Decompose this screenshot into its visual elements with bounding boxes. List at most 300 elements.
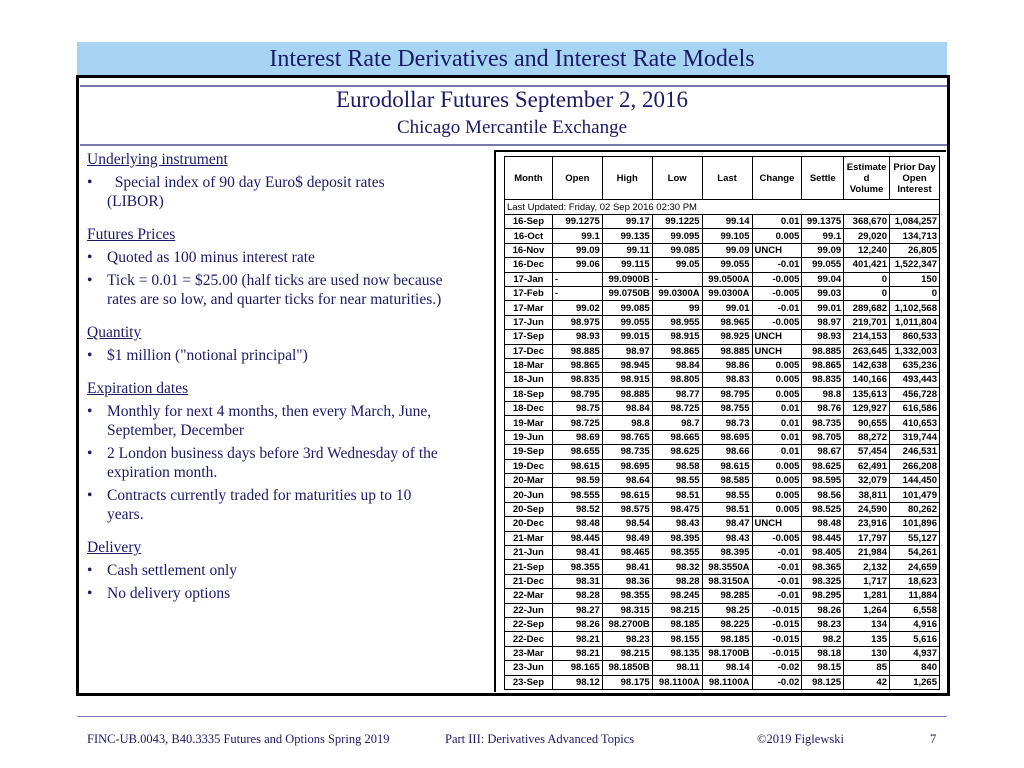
table-cell: 98.28 [552,589,602,603]
table-cell: 98.285 [702,589,752,603]
table-cell: -0.005 [752,315,802,329]
table-cell: 99.17 [602,215,652,229]
table-cell: 0.005 [752,229,802,243]
table-cell: 98.64 [602,474,652,488]
table-cell: 98.325 [802,574,844,588]
table-cell: 98.48 [802,517,844,531]
table-cell: -0.005 [752,531,802,545]
table-cell: 99.09 [702,243,752,257]
table-cell: 98.665 [652,430,702,444]
table-cell: -0.02 [752,661,802,675]
table-cell: 98.585 [702,474,752,488]
table-cell: 99.085 [652,243,702,257]
table-cell: 98.1100A [702,675,752,689]
table-cell: 98.965 [702,315,752,329]
table-cell: 368,670 [844,215,890,229]
table-header-row [505,157,940,200]
table-row [505,560,940,574]
table-cell: 410,653 [890,416,940,430]
table-cell: 98.48 [552,517,602,531]
table-cell: 17-Feb [505,286,553,300]
table-cell: 98.575 [602,502,652,516]
last-updated-row [505,200,940,215]
bullet-item: • Tick = 0.01 = $25.00 (half ticks are used now because rates are so low, and quarter ticks for near maturities.) [87,271,487,309]
table-cell: 98.725 [552,416,602,430]
table-row [505,243,940,257]
table-cell: 98.695 [602,459,652,473]
table-cell: 2,132 [844,560,890,574]
footer-page-number: 7 [930,732,937,746]
table-cell: 0.01 [752,430,802,444]
table-cell: 130 [844,646,890,660]
table-row [505,229,940,243]
table-cell: 17-Sep [505,330,553,344]
table-cell: 98.835 [552,373,602,387]
table-cell: 98.73 [702,416,752,430]
table-cell: -0.02 [752,675,802,689]
table-cell: -0.01 [752,574,802,588]
table-cell: 0.005 [752,488,802,502]
table-row [505,589,940,603]
table-cell: 98.945 [602,358,652,372]
table-cell: 98.885 [602,387,652,401]
table-cell: 98.795 [702,387,752,401]
table-cell: 144,450 [890,474,940,488]
table-cell: 98.26 [802,603,844,617]
bullet-item: • 2 London business days before 3rd Wednesday of the expiration month. [87,444,487,482]
table-cell: 1,264 [844,603,890,617]
table-cell: 98.215 [652,603,702,617]
table-row [505,459,940,473]
table-cell: 98.795 [552,387,602,401]
table-cell: 98.225 [702,617,752,631]
col-header-low: Low [652,157,702,200]
subtitle-main: Eurodollar Futures September 2, 2016 [336,87,688,112]
table-cell: 98.23 [602,632,652,646]
section-heading-delivery: Delivery [87,539,142,556]
table-cell: 1,102,568 [890,301,940,315]
table-cell: UNCH [752,243,802,257]
table-cell: 98.3150A [702,574,752,588]
footer-course: FINC-UB.0043, B40.3335 Futures and Options Spring 2019 [87,732,390,746]
table-cell: 12,240 [844,243,890,257]
table-cell: 21-Jun [505,545,553,559]
table-cell: 98.915 [652,330,702,344]
table-cell: 23-Sep [505,675,553,689]
table-cell: 17,797 [844,531,890,545]
table-cell: 98.475 [652,502,702,516]
table-cell: 98.705 [802,430,844,444]
table-cell: 98.76 [802,402,844,416]
table-cell: 98.55 [652,474,702,488]
table-row [505,358,940,372]
table-cell: 24,659 [890,560,940,574]
table-cell: 98.1850B [602,661,652,675]
table-cell: 99.0900B [602,272,652,286]
table-cell: 17-Mar [505,301,553,315]
table-cell: 99.14 [702,215,752,229]
subtitle-exchange: Chicago Mercantile Exchange [396,117,627,138]
table-cell: 98.365 [802,560,844,574]
table-cell: 62,491 [844,459,890,473]
table-row [505,646,940,660]
table-cell: 840 [890,661,940,675]
left-text-column [87,150,487,603]
futures-table-panel [494,150,946,692]
table-cell: 18-Mar [505,358,553,372]
col-header-change: Change [752,157,802,200]
table-cell: 98.3550A [702,560,752,574]
table-cell: 98.43 [652,517,702,531]
table-cell: 98.84 [602,402,652,416]
table-cell: 98.26 [552,617,602,631]
table-cell: 99.055 [702,258,752,272]
table-cell: 42 [844,675,890,689]
table-cell: 98.51 [652,488,702,502]
table-cell: 22-Dec [505,632,553,646]
table-row [505,632,940,646]
table-cell: 99.0300A [702,286,752,300]
table-cell: 99.09 [552,243,602,257]
table-cell: 98.355 [652,545,702,559]
table-cell: 98.885 [802,344,844,358]
table-row [505,402,940,416]
table-cell: 99.03 [802,286,844,300]
table-cell: 98.185 [652,617,702,631]
table-cell: 98.14 [702,661,752,675]
table-cell: 20-Jun [505,488,553,502]
table-cell: 1,332,003 [890,344,940,358]
section-heading-underlying: Underlying instrument [87,151,228,168]
table-cell: 150 [890,272,940,286]
table-cell: 4,916 [890,617,940,631]
table-cell: 19-Mar [505,416,553,430]
table-cell: 22-Mar [505,589,553,603]
table-cell: - [652,272,702,286]
table-cell: 98.835 [802,373,844,387]
table-cell: 21-Dec [505,574,553,588]
table-cell: 54,261 [890,545,940,559]
table-cell: 99.0500A [702,272,752,286]
table-cell: 80,262 [890,502,940,516]
table-cell: 99.095 [652,229,702,243]
footer-rule [77,716,947,717]
table-cell: 98.445 [552,531,602,545]
table-cell: 98.1100A [652,675,702,689]
table-cell: 98.735 [802,416,844,430]
table-cell: 98.8 [802,387,844,401]
table-cell: 0.005 [752,358,802,372]
table-cell: 98.215 [602,646,652,660]
table-row [505,330,940,344]
table-cell: 98.67 [802,445,844,459]
table-cell: 0 [844,272,890,286]
table-cell: 98.97 [802,315,844,329]
table-cell: 98.975 [552,315,602,329]
table-cell: 401,421 [844,258,890,272]
table-cell: 98.97 [602,344,652,358]
table-cell: 1,084,257 [890,215,940,229]
table-cell: 98.49 [602,531,652,545]
table-cell: 99.135 [602,229,652,243]
col-header-last: Last [702,157,752,200]
table-cell: 99.085 [602,301,652,315]
table-cell: -0.015 [752,617,802,631]
table-cell: 616,586 [890,402,940,416]
table-cell: 98.755 [702,402,752,416]
table-cell: 319,744 [890,430,940,444]
table-row [505,416,940,430]
table-cell: 99.05 [652,258,702,272]
table-cell: 98.615 [602,488,652,502]
table-cell: 1,522,347 [890,258,940,272]
table-row [505,301,940,315]
table-cell: 99.055 [602,315,652,329]
table-cell: 20-Mar [505,474,553,488]
table-cell: 98.805 [652,373,702,387]
table-cell: 98.465 [602,545,652,559]
table-cell: 23-Mar [505,646,553,660]
table-cell: 21-Mar [505,531,553,545]
table-cell: 135,613 [844,387,890,401]
table-cell: 98.765 [602,430,652,444]
table-cell: -0.015 [752,603,802,617]
table-cell: 0.01 [752,445,802,459]
table-cell: 99.1275 [552,215,602,229]
table-cell: -0.005 [752,286,802,300]
table-cell: 98.12 [552,675,602,689]
table-cell: 98.865 [652,344,702,358]
table-cell: 98.31 [552,574,602,588]
table-cell: 98.36 [602,574,652,588]
table-cell: 98.135 [652,646,702,660]
table-cell: 38,811 [844,488,890,502]
table-cell: 134 [844,617,890,631]
table-cell: 98.51 [702,502,752,516]
table-cell: 98.84 [652,358,702,372]
table-cell: 16-Sep [505,215,553,229]
table-cell: 135 [844,632,890,646]
table-cell: 6,558 [890,603,940,617]
table-cell: 98.395 [652,531,702,545]
table-cell: 19-Jun [505,430,553,444]
bullet-item: • Monthly for next 4 months, then every March, June, September, December [87,402,487,440]
bullet-item: • No delivery options [87,584,487,603]
table-cell: 98.165 [552,661,602,675]
table-cell: 55,127 [890,531,940,545]
table-cell: 98.865 [802,358,844,372]
table-row [505,603,940,617]
table-cell: 99.11 [602,243,652,257]
table-cell: 99.09 [802,243,844,257]
table-cell: -0.005 [752,272,802,286]
table-cell: UNCH [752,344,802,358]
table-cell: 1,011,804 [890,315,940,329]
table-row [505,258,940,272]
table-cell: 266,208 [890,459,940,473]
table-cell: 57,454 [844,445,890,459]
table-cell: 18-Dec [505,402,553,416]
table-cell: 98.47 [702,517,752,531]
table-cell: 98.11 [652,661,702,675]
table-cell: 860,533 [890,330,940,344]
col-header-volume: Estimate d Volume [844,157,890,200]
table-cell: 98.2 [802,632,844,646]
table-cell: 98.69 [552,430,602,444]
table-cell: 98.955 [652,315,702,329]
table-cell: 98.18 [802,646,844,660]
table-cell: 22-Sep [505,617,553,631]
table-cell: 98.525 [802,502,844,516]
table-row [505,531,940,545]
table-cell: 29,020 [844,229,890,243]
table-cell: 99.115 [602,258,652,272]
table-cell: 20-Dec [505,517,553,531]
table-cell: 99.0750B [602,286,652,300]
futures-quotes-table [504,156,940,690]
table-row [505,617,940,631]
table-cell: 98.28 [652,574,702,588]
table-cell: 99.015 [602,330,652,344]
col-header-open: Open [552,157,602,200]
table-cell: 90,655 [844,416,890,430]
section-heading-quantity: Quantity [87,324,142,341]
table-cell: 98.185 [702,632,752,646]
table-row [505,675,940,689]
table-cell: 98.59 [552,474,602,488]
table-cell: 22-Jun [505,603,553,617]
table-cell: 98.885 [552,344,602,358]
table-cell: 0.005 [752,373,802,387]
table-cell: 98.66 [702,445,752,459]
table-cell: 98.445 [802,531,844,545]
table-cell: 98.27 [552,603,602,617]
table-cell: 98.54 [602,517,652,531]
table-cell: 88,272 [844,430,890,444]
table-row [505,387,940,401]
table-cell: 134,713 [890,229,940,243]
table-row [505,430,940,444]
divider-line [80,144,947,146]
table-cell: 19-Sep [505,445,553,459]
table-cell: 99.1225 [652,215,702,229]
table-cell: 11,884 [890,589,940,603]
footer-part: Part III: Derivatives Advanced Topics [445,732,635,746]
last-updated-text: Last Updated: Friday, 02 Sep 2016 02:30 PM [505,200,940,215]
table-cell: 1,717 [844,574,890,588]
table-cell: 98.86 [702,358,752,372]
table-row [505,445,940,459]
table-row [505,272,940,286]
table-cell: 17-Jun [505,315,553,329]
table-cell: 129,927 [844,402,890,416]
section-heading-expiration: Expiration dates [87,380,189,397]
table-cell: 98.77 [652,387,702,401]
table-cell: 0.01 [752,416,802,430]
table-cell: 289,682 [844,301,890,315]
table-cell: 99.01 [702,301,752,315]
table-cell: 99.1375 [802,215,844,229]
table-cell: 98.21 [552,632,602,646]
table-cell: 98.885 [702,344,752,358]
table-cell: 98.925 [702,330,752,344]
table-cell: 98.125 [802,675,844,689]
table-cell: 98.155 [652,632,702,646]
table-cell: 0.005 [752,387,802,401]
table-cell: 263,645 [844,344,890,358]
table-cell: 98.355 [602,589,652,603]
table-row [505,286,940,300]
table-cell: 0.005 [752,459,802,473]
table-cell: 16-Dec [505,258,553,272]
table-cell: 21,984 [844,545,890,559]
table-cell: 98.52 [552,502,602,516]
section-heading-prices: Futures Prices [87,226,176,243]
bullet-item: • Special index of 90 day Euro$ deposit rates (LIBOR) [87,173,487,211]
col-header-open-interest: Prior Day Open Interest [890,157,940,200]
table-row [505,574,940,588]
table-cell: 98.615 [702,459,752,473]
table-row [505,315,940,329]
table-cell: 98.355 [552,560,602,574]
table-cell: 98.315 [602,603,652,617]
table-cell: 0.005 [752,502,802,516]
table-cell: 99.06 [552,258,602,272]
table-cell: 85 [844,661,890,675]
table-cell: 98.735 [602,445,652,459]
table-row [505,474,940,488]
table-cell: 99.1 [802,229,844,243]
table-cell: 98.655 [552,445,602,459]
table-cell: 214,153 [844,330,890,344]
table-cell: 99 [652,301,702,315]
table-cell: 98.595 [802,474,844,488]
table-cell: UNCH [752,330,802,344]
table-cell: 98.83 [702,373,752,387]
table-cell: 16-Nov [505,243,553,257]
table-cell: 98.93 [802,330,844,344]
table-cell: 98.725 [652,402,702,416]
table-cell: 246,531 [890,445,940,459]
table-cell: 98.58 [652,459,702,473]
table-cell: 98.43 [702,531,752,545]
table-row [505,488,940,502]
table-cell: 99.105 [702,229,752,243]
table-row [505,373,940,387]
table-cell: 98.1700B [702,646,752,660]
table-cell: - [552,272,602,286]
table-cell: -0.01 [752,545,802,559]
table-cell: 98.695 [702,430,752,444]
table-cell: -0.01 [752,301,802,315]
table-cell: 493,443 [890,373,940,387]
table-cell: 219,701 [844,315,890,329]
table-cell: 98.555 [552,488,602,502]
table-cell: 140,166 [844,373,890,387]
footer-copyright: ©2019 Figlewski [757,732,844,746]
table-cell: 17-Jan [505,272,553,286]
table-cell: 0 [890,286,940,300]
table-cell: 98.915 [602,373,652,387]
table-cell: 98.25 [702,603,752,617]
table-cell: 26,805 [890,243,940,257]
table-row [505,215,940,229]
table-cell: 18-Sep [505,387,553,401]
table-cell: 98.75 [552,402,602,416]
table-cell: 20-Sep [505,502,553,516]
table-cell: 98.32 [652,560,702,574]
table-cell: 142,638 [844,358,890,372]
